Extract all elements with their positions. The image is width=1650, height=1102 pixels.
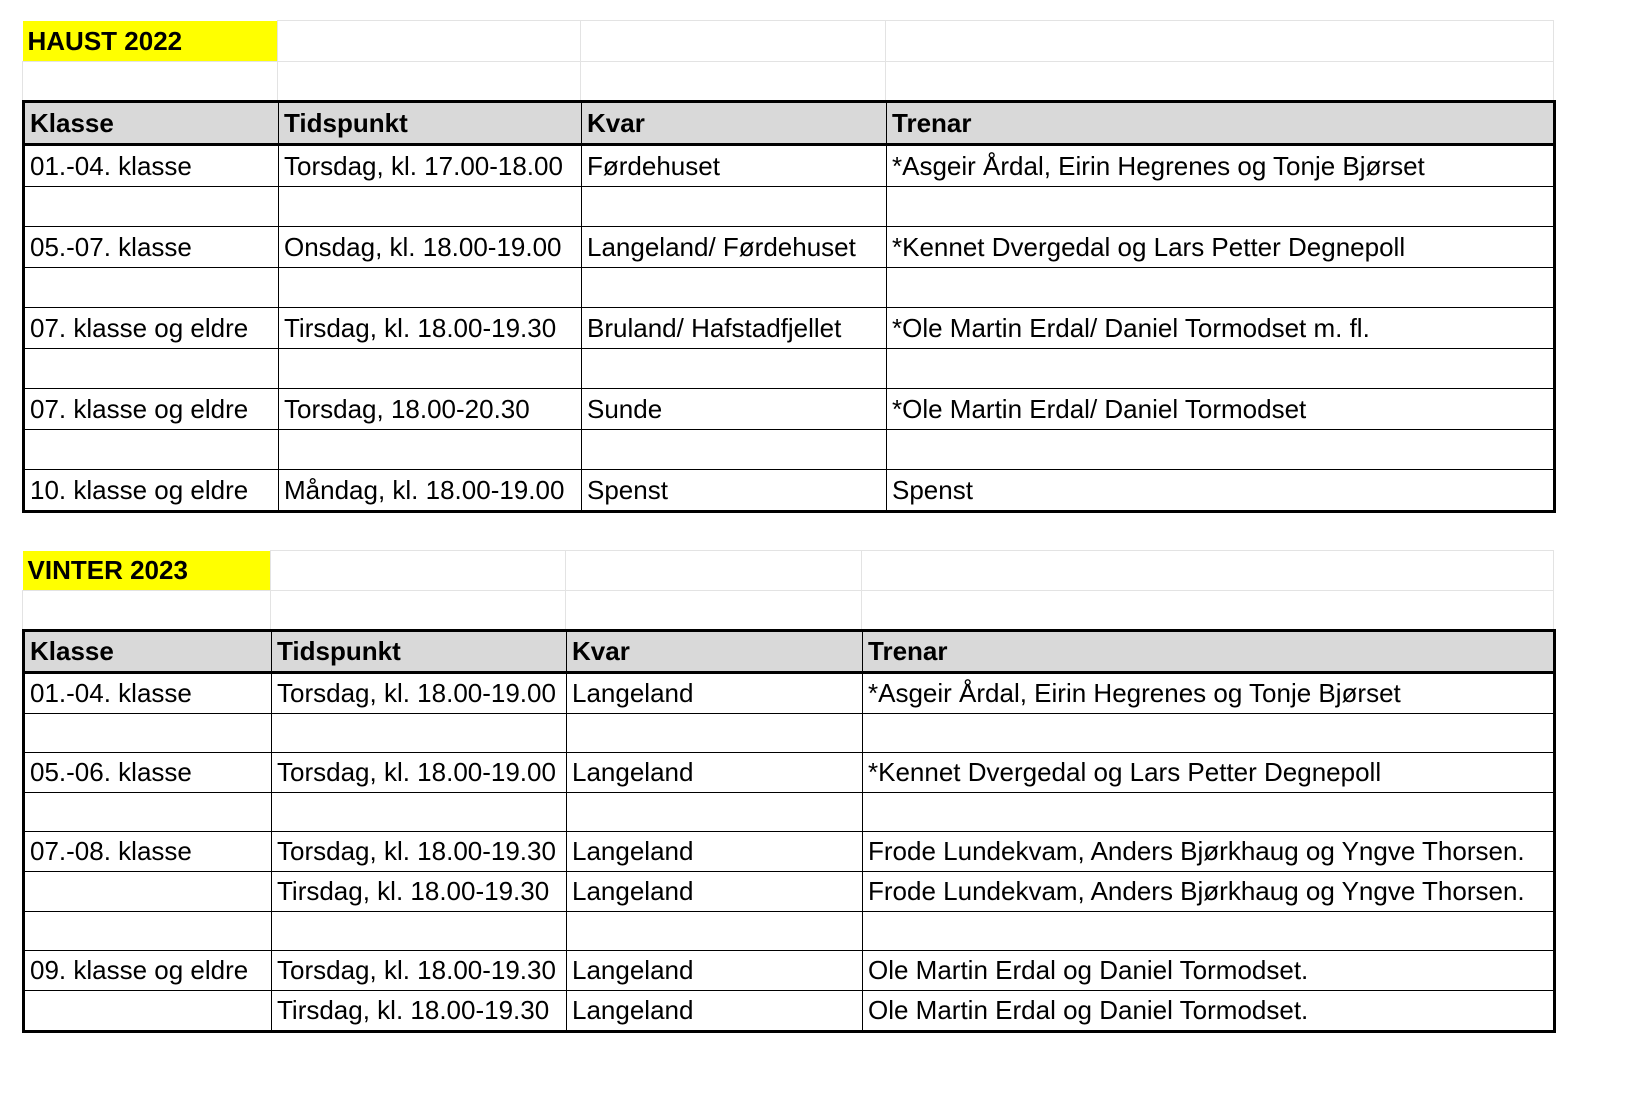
table-row	[24, 389, 1555, 430]
empty-cell[interactable]	[886, 21, 1554, 62]
vinter-schedule-table	[22, 629, 1556, 1033]
empty-cell[interactable]	[862, 551, 1554, 591]
cell-trenar[interactable]	[863, 714, 1555, 753]
empty-cell[interactable]	[862, 590, 1554, 629]
cell-trenar[interactable]	[863, 793, 1555, 832]
cell-klasse[interactable]: 05.-06. klasse	[24, 753, 272, 793]
cell-tidspunkt[interactable]	[272, 912, 567, 951]
column-header-trenar[interactable]: Trenar	[863, 631, 1555, 673]
cell-kvar[interactable]	[582, 268, 887, 308]
table-row	[24, 872, 1555, 912]
cell-klasse[interactable]: 09. klasse og eldre	[24, 951, 272, 991]
table-row	[24, 227, 1555, 268]
empty-cell[interactable]	[271, 590, 566, 629]
cell-tidspunkt[interactable]	[279, 268, 582, 308]
empty-cell[interactable]	[566, 551, 862, 591]
cell-trenar[interactable]: Ole Martin Erdal og Daniel Tormodset.	[863, 951, 1555, 991]
column-header-kvar[interactable]: Kvar	[567, 631, 863, 673]
cell-klasse[interactable]	[24, 714, 272, 753]
cell-kvar[interactable]: Langeland	[567, 872, 863, 912]
column-header-kvar[interactable]: Kvar	[582, 102, 887, 145]
cell-klasse[interactable]	[24, 268, 279, 308]
cell-klasse[interactable]	[24, 430, 279, 470]
cell-klasse[interactable]: 07.-08. klasse	[24, 832, 272, 872]
table-row	[24, 470, 1555, 512]
cell-trenar[interactable]	[887, 268, 1555, 308]
cell-klasse[interactable]	[24, 793, 272, 832]
empty-cell[interactable]	[581, 61, 886, 101]
cell-tidspunkt[interactable]	[279, 430, 582, 470]
cell-kvar[interactable]: Bruland/ Hafstadfjellet	[582, 308, 887, 349]
header-row	[24, 102, 1555, 145]
cell-kvar[interactable]: Langeland	[567, 673, 863, 714]
haust-title-rows	[22, 20, 1554, 102]
cell-kvar[interactable]	[582, 430, 887, 470]
cell-kvar[interactable]: Langeland	[567, 951, 863, 991]
column-header-klasse[interactable]: Klasse	[24, 102, 279, 145]
cell-tidspunkt[interactable]: Torsdag, 18.00-20.30	[279, 389, 582, 430]
cell-kvar[interactable]	[567, 912, 863, 951]
empty-cell[interactable]	[271, 551, 566, 591]
cell-klasse[interactable]	[24, 187, 279, 227]
cell-trenar[interactable]: *Ole Martin Erdal/ Daniel Tormodset	[887, 389, 1555, 430]
empty-cell[interactable]	[566, 590, 862, 629]
table-row	[24, 793, 1555, 832]
column-header-tidspunkt[interactable]: Tidspunkt	[279, 102, 582, 145]
cell-kvar[interactable]	[567, 714, 863, 753]
table-row	[24, 145, 1555, 187]
section-title-vinter[interactable]: VINTER 2023	[23, 551, 271, 591]
empty-cell[interactable]	[278, 21, 581, 62]
cell-tidspunkt[interactable]: Torsdag, kl. 18.00-19.00	[272, 673, 567, 714]
cell-kvar[interactable]: Spenst	[582, 470, 887, 512]
header-row	[24, 631, 1555, 673]
table-row	[24, 714, 1555, 753]
cell-trenar[interactable]	[887, 349, 1555, 389]
cell-kvar[interactable]: Førdehuset	[582, 145, 887, 187]
cell-klasse[interactable]: 07. klasse og eldre	[24, 389, 279, 430]
table-row	[24, 991, 1555, 1032]
cell-klasse[interactable]: 07. klasse og eldre	[24, 308, 279, 349]
column-header-trenar[interactable]: Trenar	[887, 102, 1555, 145]
cell-trenar[interactable]: *Asgeir Årdal, Eirin Hegrenes og Tonje Bjørset	[863, 673, 1555, 714]
vinter-title-rows	[22, 550, 1554, 630]
cell-kvar[interactable]: Langeland	[567, 991, 863, 1032]
cell-trenar[interactable]: *Kennet Dvergedal og Lars Petter Degnepoll	[887, 227, 1555, 268]
cell-klasse[interactable]	[24, 912, 272, 951]
cell-trenar[interactable]: *Kennet Dvergedal og Lars Petter Degnepoll	[863, 753, 1555, 793]
empty-cell[interactable]	[23, 61, 278, 101]
cell-tidspunkt[interactable]	[272, 714, 567, 753]
table-row	[24, 308, 1555, 349]
cell-kvar[interactable]: Langeland/ Førdehuset	[582, 227, 887, 268]
empty-cell[interactable]	[886, 61, 1554, 101]
cell-klasse[interactable]	[24, 872, 272, 912]
column-header-klasse[interactable]: Klasse	[24, 631, 272, 673]
column-header-tidspunkt[interactable]: Tidspunkt	[272, 631, 567, 673]
cell-kvar[interactable]: Sunde	[582, 389, 887, 430]
cell-trenar[interactable]	[863, 912, 1555, 951]
cell-kvar[interactable]	[582, 349, 887, 389]
table-row	[24, 430, 1555, 470]
section-title-haust[interactable]: HAUST 2022	[23, 21, 278, 62]
cell-klasse[interactable]	[24, 991, 272, 1032]
empty-cell[interactable]	[581, 21, 886, 62]
cell-kvar[interactable]: Langeland	[567, 753, 863, 793]
cell-tidspunkt[interactable]	[279, 187, 582, 227]
cell-tidspunkt[interactable]: Tirsdag, kl. 18.00-19.30	[279, 308, 582, 349]
cell-tidspunkt[interactable]: Tirsdag, kl. 18.00-19.30	[272, 872, 567, 912]
cell-tidspunkt[interactable]: Torsdag, kl. 18.00-19.30	[272, 832, 567, 872]
cell-trenar[interactable]: Frode Lundekvam, Anders Bjørkhaug og Yngve Thorsen.	[863, 832, 1555, 872]
table-row	[24, 187, 1555, 227]
cell-klasse[interactable]: 01.-04. klasse	[30, 151, 192, 181]
empty-cell[interactable]	[23, 590, 271, 629]
cell-trenar[interactable]: *Ole Martin Erdal/ Daniel Tormodset m. fl.	[887, 308, 1555, 349]
cell-tidspunkt[interactable]: Onsdag, kl. 18.00-19.00	[279, 227, 582, 268]
table-row	[24, 349, 1555, 389]
cell-tidspunkt[interactable]: Torsdag, kl. 18.00-19.00	[272, 753, 567, 793]
cell-kvar[interactable]: Langeland	[567, 832, 863, 872]
cell-trenar[interactable]: Spenst	[887, 470, 1555, 512]
table-row	[24, 753, 1555, 793]
table-row	[24, 912, 1555, 951]
cell-trenar[interactable]: Ole Martin Erdal og Daniel Tormodset.	[863, 991, 1555, 1032]
table-row	[24, 673, 1555, 714]
cell-klasse[interactable]	[24, 349, 279, 389]
cell-trenar[interactable]	[887, 187, 1555, 227]
cell-trenar[interactable]: Frode Lundekvam, Anders Bjørkhaug og Yngve Thorsen.	[863, 872, 1555, 912]
cell-klasse[interactable]: 01.-04. klasse	[30, 678, 192, 708]
cell-tidspunkt[interactable]: Måndag, kl. 18.00-19.00	[279, 470, 582, 512]
cell-klasse[interactable]: 05.-07. klasse	[24, 227, 279, 268]
cell-tidspunkt[interactable]	[279, 349, 582, 389]
empty-cell[interactable]	[278, 61, 581, 101]
cell-trenar[interactable]	[887, 430, 1555, 470]
cell-trenar[interactable]: *Asgeir Årdal, Eirin Hegrenes og Tonje Bjørset	[887, 145, 1555, 187]
haust-schedule-table	[22, 100, 1556, 513]
table-row	[24, 951, 1555, 991]
cell-kvar[interactable]	[582, 187, 887, 227]
cell-klasse[interactable]: 10. klasse og eldre	[24, 470, 279, 512]
table-row	[24, 832, 1555, 872]
cell-tidspunkt[interactable]: Tirsdag, kl. 18.00-19.30	[272, 991, 567, 1032]
table-row	[24, 268, 1555, 308]
cell-kvar[interactable]	[567, 793, 863, 832]
cell-tidspunkt[interactable]: Torsdag, kl. 17.00-18.00	[279, 145, 582, 187]
cell-tidspunkt[interactable]	[272, 793, 567, 832]
cell-tidspunkt[interactable]: Torsdag, kl. 18.00-19.30	[272, 951, 567, 991]
